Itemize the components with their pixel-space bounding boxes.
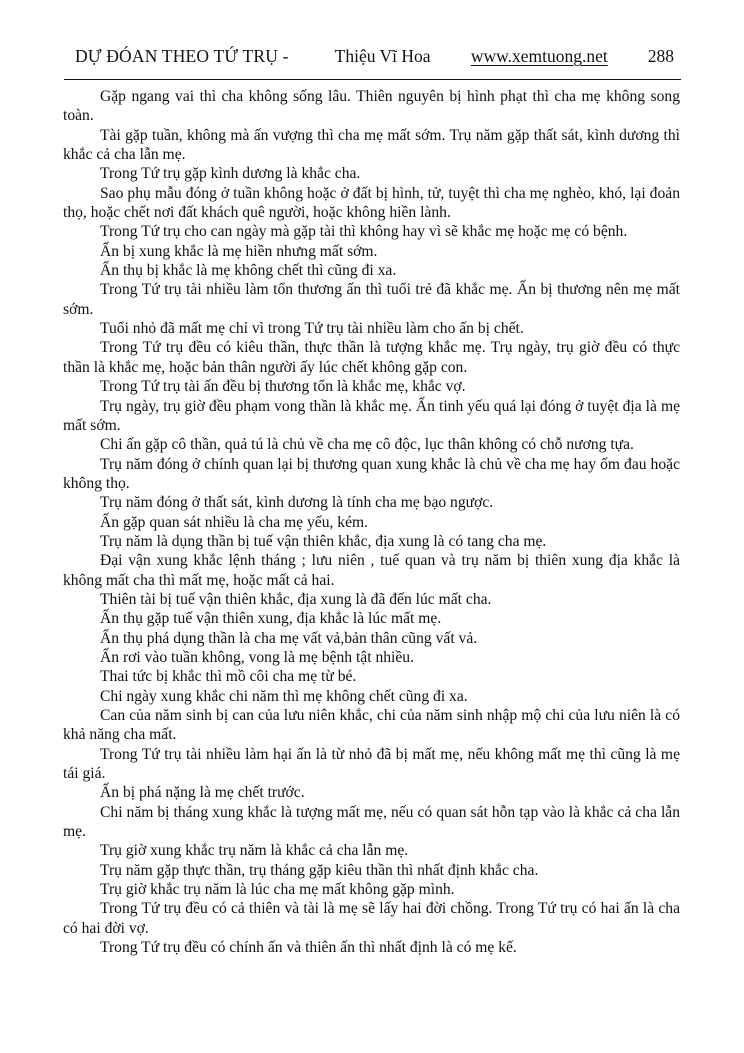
paragraph: Trụ giờ xung khắc trụ năm là khắc cả cha lẫn mẹ.	[100, 842, 409, 860]
paragraph: Trụ ngày, trụ giờ đều phạm vong thần là khắc mẹ. Ấn tinh yếu quá lại đóng ở tuyệt địa là mẹ mất sớm.	[63, 397, 680, 434]
paragraph: Chi ấn gặp cô thần, quả tú là chủ về cha mẹ cô độc, lục thân không có chỗ nương tựa.	[100, 436, 634, 454]
website-link[interactable]: www.xemtuong.net	[470, 46, 608, 66]
paragraph: Trụ năm đóng ở chính quan lại bị thương quan xung khắc là chủ về cha mẹ hay ốm đau hoặc không thọ.	[63, 455, 680, 492]
paragraph: Ấn rơi vào tuần không, vong là mẹ bệnh tật nhiều.	[100, 648, 414, 666]
paragraph: Trụ năm đóng ở thất sát, kình dương là tính cha mẹ bạo ngược.	[100, 494, 494, 512]
paragraph: Can của năm sinh bị can của lưu niên khắc, chi của năm sinh nhập mộ chi của lưu niên là có khả năng cha mất.	[63, 707, 680, 744]
paragraph: Đại vận xung khắc lệnh tháng ; lưu niên , tuế quan và trụ năm bị thiên xung địa khắc là không mất cha thì mất mẹ, hoặc mất cả hai.	[63, 552, 680, 589]
paragraph: Trong Tứ trụ đều có kiêu thần, thực thần là tượng khắc mẹ. Trụ ngày, trụ giờ đều có thực thần là khắc mẹ, hoặc bản thân người ấy lúc chết không gặp con.	[63, 339, 680, 376]
paragraph: Ấn bị xung khắc là mẹ hiền nhưng mất sớm.	[100, 242, 378, 260]
book-title: DỰ ĐÓAN THEO TỨ TRỤ -	[75, 46, 289, 66]
paragraph: Ấn thụ gặp tuế vận thiên xung, địa khắc là lúc mất mẹ.	[100, 610, 442, 628]
paragraph: Sao phụ mẫu đóng ở tuần không hoặc ở đất bị hình, tử, tuyệt thì cha mẹ nghèo, khó, lại đoản thọ, hoặc chết nơi đất khách quê người, hoặc không hiền lành.	[63, 184, 680, 222]
paragraph: Trong Tứ trụ gặp kình dương là khắc cha.	[100, 165, 361, 183]
paragraph: Thiên tài bị tuế vận thiên khắc, địa xung là đã đến lúc mất cha.	[100, 590, 492, 608]
paragraph: Ấn thụ bị khắc là mẹ không chết thì cũng đi xa.	[100, 262, 397, 280]
paragraph: Ấn bị phá nặng là mẹ chết trước.	[100, 784, 305, 802]
page-number: 288	[647, 46, 674, 66]
paragraph: Trụ năm gặp thực thần, trụ tháng gặp kiêu thần thì nhất định khắc cha.	[100, 861, 539, 879]
paragraph: Thai tức bị khắc thì mồ côi cha mẹ từ bé.	[100, 668, 357, 686]
paragraph: Chi năm bị tháng xung khắc là tượng mất mẹ, nếu có quan sát hỗn tạp vào là khắc cả cha lẫn mẹ.	[63, 803, 680, 841]
paragraph: Ấn thụ phá dụng thần là cha mẹ vất vả,bản thân cũng vất vả.	[100, 629, 478, 647]
page-header	[0, 0, 744, 67]
paragraph: Trong Tứ trụ tài nhiều làm hại ấn là từ nhỏ đã bị mất mẹ, nếu không mất mẹ thì cũng là mẹ tái giá.	[63, 745, 680, 783]
paragraph: Trong Tứ trụ đều có cả thiên và tài là mẹ sẽ lấy hai đời chồng. Trong Tứ trụ có hai ấn là cha có hai đời vợ.	[63, 900, 680, 937]
paragraph: Gặp ngang vai thì cha không sống lâu. Thiên nguyên bị hình phạt thì cha mẹ không song toàn.	[63, 88, 680, 125]
author-name: Thiệu Vĩ Hoa	[334, 46, 431, 66]
paragraph: Trụ năm là dụng thần bị tuế vận thiên khắc, địa xung là có tang cha mẹ.	[100, 532, 547, 550]
paragraph: Trụ giờ khắc trụ năm là lúc cha mẹ mất không gặp mình.	[100, 881, 455, 899]
paragraph: Trong Tứ trụ đều có chính ấn và thiên ấn thì nhất định là có mẹ kế.	[100, 939, 517, 957]
paragraph: Tài gặp tuần, không mà ấn vượng thì cha mẹ mất sớm. Trụ năm gặp thất sát, kình dương thì khắc cả cha lẫn mẹ.	[63, 126, 680, 164]
paragraph: Trong Tứ trụ tài nhiều làm tổn thương ấn thì tuổi trẻ đã khắc mẹ. Ấn bị thương nên mẹ mất sớm.	[63, 281, 680, 318]
paragraph: Chi ngày xung khắc chi năm thì mẹ không chết cũng đi xa.	[100, 687, 468, 705]
paragraph: Trong Tứ trụ tài ấn đều bị thương tổn là khắc mẹ, khắc vợ.	[100, 378, 466, 396]
paragraph: Ấn gặp quan sát nhiều là cha mẹ yếu, kém.	[100, 513, 369, 531]
paragraph: Tuổi nhỏ đã mất mẹ chỉ vì trong Tứ trụ tài nhiều làm cho ấn bị chết.	[100, 320, 524, 338]
paragraph: Trong Tứ trụ cho can ngày mà gặp tài thì không hay vì sẽ khắc mẹ hoặc mẹ có bệnh.	[100, 223, 628, 241]
body-text	[0, 80, 744, 957]
